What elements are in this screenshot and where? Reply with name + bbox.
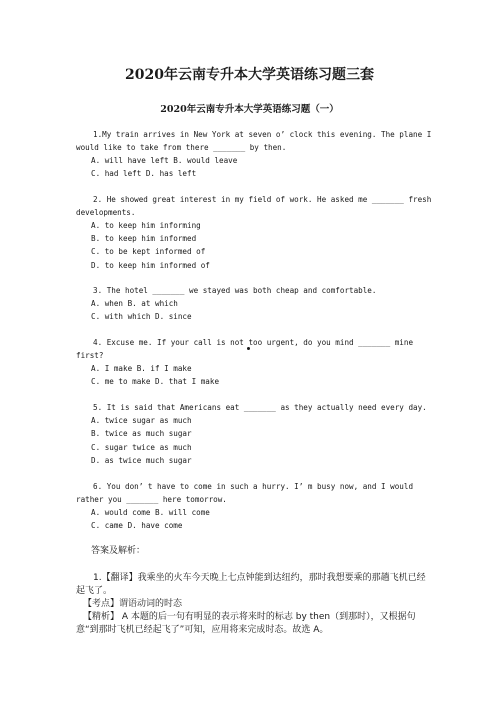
- answer-1-translation-line-1: 1.【翻译】我乘坐的火车今天晚上七点钟能到达纽约，那时我想要乘的那趟飞机已经: [93, 573, 426, 583]
- question-5-line-1: 5. It is said that Americans eat _______ as they actually need every day.: [93, 403, 427, 412]
- question-1-line-2: would like to take from there _______ by then.: [76, 143, 287, 152]
- question-2-option: C. to be kept informed of: [91, 247, 206, 256]
- question-5-option: D. as twice much sugar: [91, 456, 192, 465]
- answer-1-translation-line-2: 起飞了。: [76, 586, 113, 596]
- question-2-line-2: developments.: [76, 208, 136, 217]
- answer-1-analysis-line-2: 意“到那时飞机已经起飞了”可知，应用将来完成时态。故选 A。: [76, 625, 329, 635]
- question-6-option: A. would come B. will come: [91, 508, 210, 517]
- question-5-option: B. twice as much sugar: [91, 429, 192, 438]
- question-5-option: C. sugar twice as much: [91, 443, 192, 452]
- document-title: 2020年云南专升本大学英语练习题三套: [125, 67, 374, 83]
- question-4-line-2: first?: [76, 351, 104, 360]
- question-2-line-1: 2. He showed great interest in my field of work. He asked me _______ fresh: [93, 195, 432, 204]
- question-6-option: C. came D. have come: [91, 521, 183, 530]
- question-4-option: A. I make B. if I make: [91, 364, 192, 373]
- question-1-option: C. had left D. has left: [91, 169, 197, 178]
- question-6-line-2: rather you _______ here tomorrow.: [76, 495, 227, 504]
- document-subtitle: 2020年云南专升本大学英语练习题（一）: [160, 104, 339, 115]
- question-5-option: A. twice sugar as much: [91, 416, 192, 425]
- question-3-line-1: 3. The hotel _______ we stayed was both cheap and comfortable.: [93, 286, 377, 295]
- question-2-option: A. to keep him informing: [91, 221, 201, 230]
- question-6-line-1: 6. You don’ t have to come in such a hurry. I’ m busy now, and I would: [93, 482, 414, 491]
- question-1-option: A. will have left B. would leave: [91, 156, 238, 165]
- question-4-line-1: 4. Excuse me. If your call is not too urgent, do you mind _______ mine: [93, 338, 414, 347]
- question-2-option: D. to keep him informed of: [91, 261, 210, 270]
- answer-1-point: 【考点】谓语动词的时态: [83, 599, 183, 609]
- question-3-option: A. when B. at which: [91, 299, 178, 308]
- question-2-option: B. to keep him informed: [91, 234, 197, 243]
- answers-heading: 答案及解析：: [91, 546, 146, 556]
- page-mark-dot: [247, 347, 250, 350]
- question-1-line-1: 1.My train arrives in New York at seven o’ clock this evening. The plane I: [93, 130, 432, 139]
- question-4-option: C. me to make D. that I make: [91, 377, 220, 386]
- question-3-option: C. with which D. since: [91, 312, 192, 321]
- answer-1-analysis-line-1: 【精析】 A 本题的后一句有明显的表示将来时的标志 by then（到那时），又根据句: [83, 612, 416, 622]
